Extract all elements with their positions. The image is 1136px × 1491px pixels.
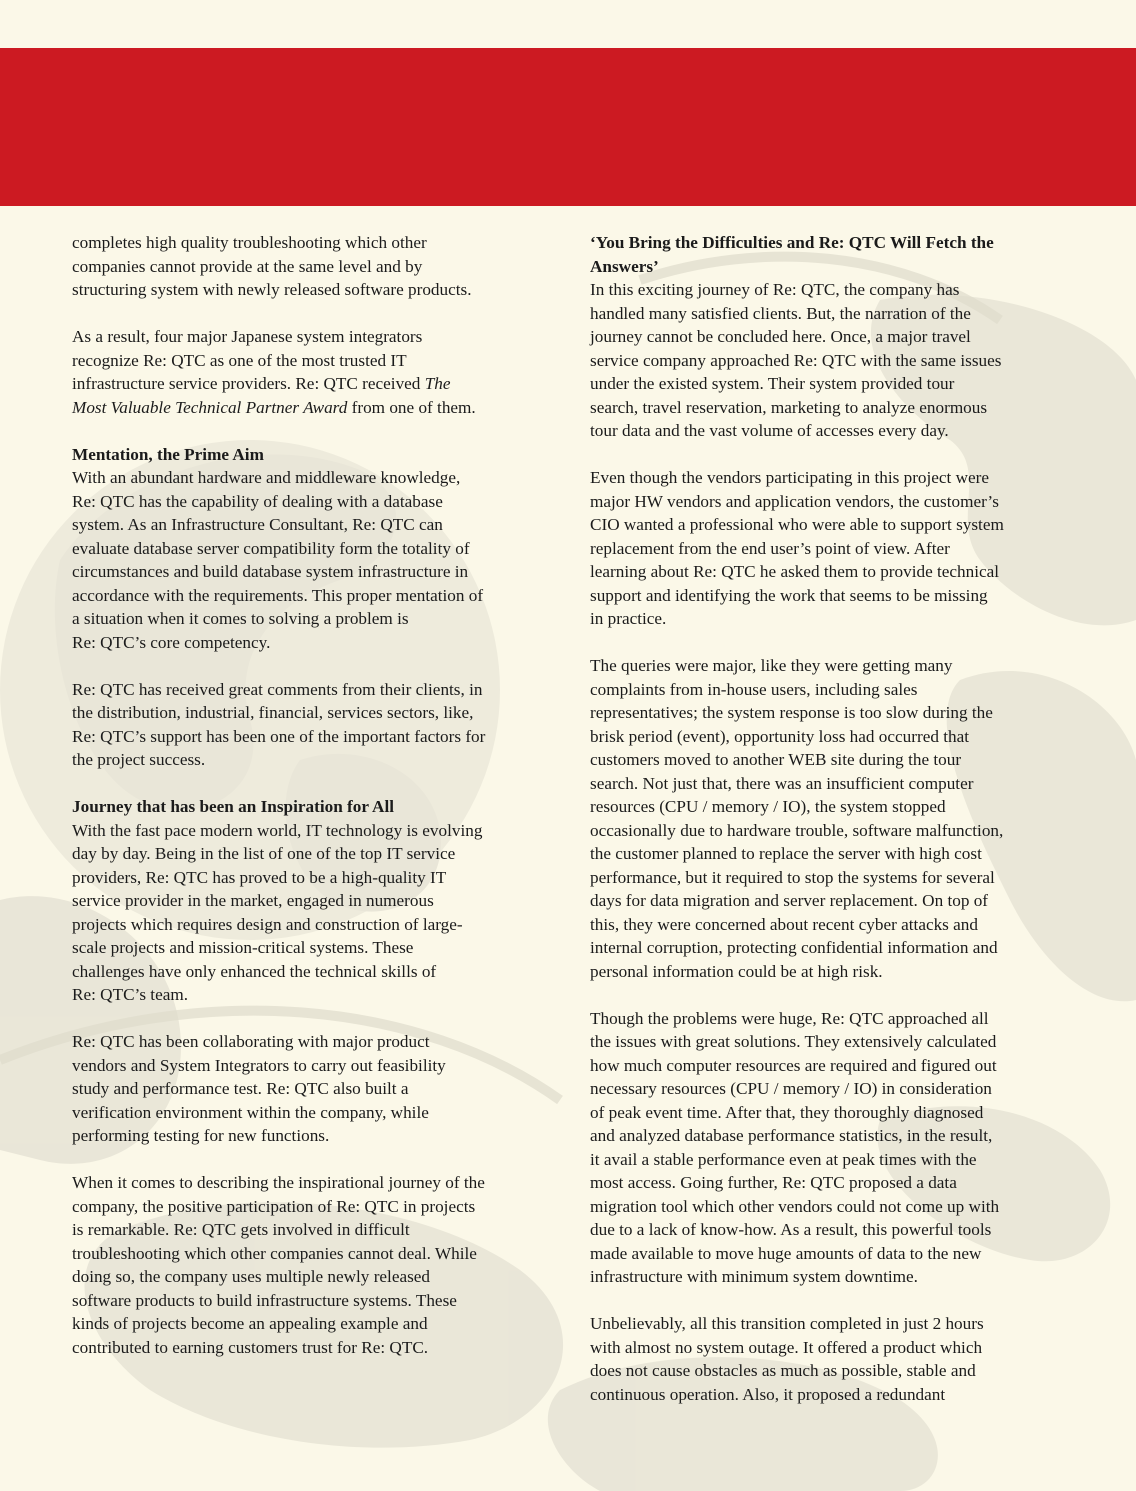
text-line: days for data migration and server replacement. On top of <box>590 891 989 910</box>
text-line <box>72 396 550 420</box>
header-red-band <box>0 48 1136 206</box>
text-run: from one of them. <box>347 397 476 417</box>
text-line: learning about Re: QTC he asked them to provide technical <box>590 562 1000 581</box>
paragraph <box>72 231 550 302</box>
text-line: completes high quality troubleshooting which other <box>72 233 427 252</box>
text-line: the issues with great solutions. They extensively calculated <box>590 1032 997 1051</box>
text-line: Even though the vendors participating in this project were <box>590 468 990 487</box>
paragraph <box>72 1171 550 1359</box>
text-line: performing testing for new functions. <box>72 1126 330 1145</box>
text-line: As a result, four major Japanese system integrators <box>72 327 423 346</box>
text-line: evaluate database server compatibility form the totality of <box>72 538 470 558</box>
text-line: Unbelievably, all this transition completed in just 2 hours <box>590 1314 984 1333</box>
text-line: providers, Re: QTC has proved to be a high-quality IT <box>72 867 447 887</box>
text-line: infrastructure with minimum system downtime. <box>590 1267 918 1286</box>
text-line: accordance with the requirements. This proper mentation of <box>72 585 484 605</box>
paragraph <box>72 819 550 1007</box>
text-line: occasionally due to hardware trouble, software malfunction, <box>590 820 1004 840</box>
text-run: infrastructure service providers. Re: QTC received <box>72 374 425 393</box>
text-line: due to a lack of know-how. As a result, this powerful tools <box>590 1220 992 1239</box>
text-line: representatives; the system response is too slow during the <box>590 703 993 722</box>
paragraph <box>590 1312 1068 1406</box>
heading-line: Answers’ <box>590 256 659 276</box>
paragraph <box>590 466 1068 631</box>
text-line: kinds of projects become an appealing example and <box>72 1314 428 1333</box>
paragraph <box>590 1007 1068 1289</box>
text-line: companies cannot provide at the same level and by <box>72 256 423 276</box>
text-line: of peak event time. After that, they thoroughly diagnosed <box>590 1102 984 1122</box>
text-line: internal corruption, protecting confidential information and <box>590 938 998 957</box>
text-line: personal information could be at high risk. <box>590 961 883 981</box>
paragraph <box>72 325 550 419</box>
text-line: With an abundant hardware and middleware knowledge, <box>72 468 461 487</box>
text-line: service provider in the market, engaged in numerous <box>72 891 434 910</box>
text-line: company, the positive participation of Re: QTC in projects <box>72 1196 476 1216</box>
paragraph <box>590 654 1068 983</box>
text-line: vendors and System Integrators to carry out feasibility <box>72 1055 446 1075</box>
text-line: day by day. Being in the list of one of the top IT service <box>72 844 456 863</box>
section-heading-difficulties <box>590 231 1068 278</box>
text-line: recognize Re: QTC as one of the most trusted IT <box>72 350 407 370</box>
text-line: most access. Going further, Re: QTC proposed a data <box>590 1173 957 1192</box>
heading-line: ‘You Bring the Difficulties and Re: QTC Will Fetch the <box>590 233 994 252</box>
paragraph <box>72 678 550 772</box>
paragraph <box>72 1030 550 1148</box>
section-heading-journey: Journey that has been an Inspiration for All <box>72 797 394 816</box>
text-line: resources (CPU / memory / IO), the system stopped <box>590 797 946 816</box>
text-line: the customer planned to replace the server with high cost <box>590 844 982 863</box>
text-line: Re: QTC’s team. <box>72 985 188 1004</box>
text-line: system. As an Infrastructure Consultant, Re: QTC can <box>72 515 443 534</box>
text-line: troubleshooting which other companies cannot deal. While <box>72 1243 477 1263</box>
text-line: the project success. <box>72 750 206 769</box>
text-line: challenges have only enhanced the technical skills of <box>72 961 437 981</box>
text-line: major HW vendors and application vendors, the customer’s <box>590 491 999 511</box>
text-line: tour data and the vast volume of accesses every day. <box>590 421 949 440</box>
text-line: contributed to earning customers trust for Re: QTC. <box>72 1337 429 1357</box>
text-line: structuring system with newly released software products. <box>72 280 472 299</box>
text-line: and analyzed database performance statistics, in the result, <box>590 1126 993 1145</box>
text-line: When it comes to describing the inspirational journey of the <box>72 1173 485 1192</box>
text-line: search. Not just that, there was an insufficient computer <box>590 773 974 793</box>
text-line: Re: QTC’s core competency. <box>72 632 271 652</box>
text-line: journey cannot be concluded here. Once, a major travel <box>590 327 971 346</box>
text-line: Re: QTC’s support has been one of the important factors for <box>72 726 486 746</box>
text-line: the distribution, industrial, financial, services sectors, like, <box>72 703 474 722</box>
award-name-italic: Most Valuable Technical Partner Award <box>72 397 348 417</box>
text-line: complaints from in-house users, including sales <box>590 679 918 699</box>
text-line: Though the problems were huge, Re: QTC approached all <box>590 1008 989 1028</box>
text-line: CIO wanted a professional who were able to support system <box>590 515 1004 534</box>
text-line: migration tool which other vendors could not come up with <box>590 1196 1000 1216</box>
text-line: study and performance test. Re: QTC also built a <box>72 1079 409 1098</box>
award-name-italic: The <box>424 374 451 393</box>
text-line: Re: QTC has the capability of dealing with a database <box>72 491 443 511</box>
text-line: necessary resources (CPU / memory / IO) in consideration <box>590 1079 992 1098</box>
text-line: The queries were major, like they were getting many <box>590 656 953 675</box>
text-line: a situation when it comes to solving a problem is <box>72 609 409 628</box>
text-line: it avail a stable performance even at peak times with the <box>590 1149 977 1169</box>
text-line: is remarkable. Re: QTC gets involved in difficult <box>72 1220 410 1239</box>
section-heading-mentation: Mentation, the Prime Aim <box>72 444 264 464</box>
text-line: doing so, the company uses multiple newly released <box>72 1267 430 1286</box>
text-line: performance, but it required to stop the systems for several <box>590 867 995 887</box>
text-line: brisk period (event), opportunity loss had occurred that <box>590 726 969 746</box>
left-text-column <box>72 231 550 1383</box>
text-line: scale projects and mission-critical systems. These <box>72 938 414 957</box>
text-line: projects which requires design and construction of large- <box>72 914 463 934</box>
text-line: verification environment within the company, while <box>72 1102 429 1122</box>
text-line: this, they were concerned about recent cyber attacks and <box>590 914 978 934</box>
text-line: made available to move huge amounts of data to the new <box>590 1243 982 1263</box>
text-line: software products to build infrastructure systems. These <box>72 1290 457 1310</box>
right-text-column <box>590 231 1068 1430</box>
text-line: service company approached Re: QTC with the same issues <box>590 350 1002 370</box>
paragraph <box>590 278 1068 443</box>
text-line: With the fast pace modern world, IT technology is evolving <box>72 820 483 840</box>
text-line: customers moved to another WEB site during the tour <box>590 750 962 769</box>
text-line: does not cause obstacles as much as possible, stable and <box>590 1361 976 1380</box>
text-line: with almost no system outage. It offered a product which <box>590 1337 983 1357</box>
text-line: In this exciting journey of Re: QTC, the company has <box>590 280 960 299</box>
text-line: Re: QTC has received great comments from their clients, in <box>72 679 483 699</box>
text-line: how much computer resources are required and figured out <box>590 1055 997 1075</box>
text-line: circumstances and build database system infrastructure in <box>72 562 469 581</box>
text-line: support and identifying the work that seems to be missing <box>590 585 988 605</box>
text-line: under the existed system. Their system provided tour <box>590 374 955 393</box>
text-line: handled many satisfied clients. But, the narration of the <box>590 303 971 323</box>
text-line: continuous operation. Also, it proposed a redundant <box>590 1384 946 1404</box>
paragraph <box>72 466 550 654</box>
text-line: Re: QTC has been collaborating with major product <box>72 1032 430 1051</box>
text-line: replacement from the end user’s point of view. After <box>590 538 950 558</box>
text-line: search, travel reservation, marketing to analyze enormous <box>590 397 988 417</box>
text-line: in practice. <box>590 609 667 628</box>
text-line <box>72 372 550 396</box>
